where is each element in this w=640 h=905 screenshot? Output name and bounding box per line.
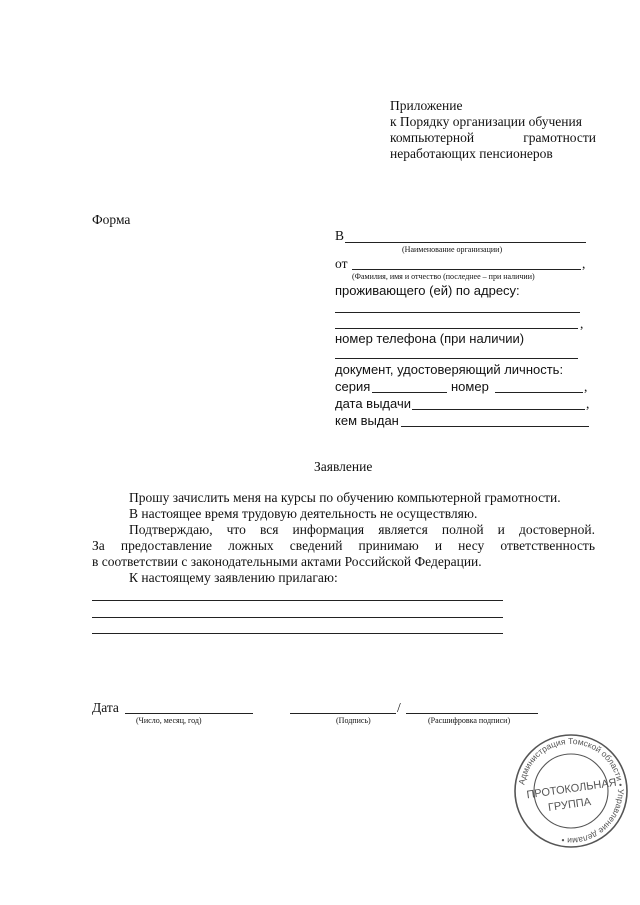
issued-by-label: кем выдан [335, 413, 399, 428]
stamp-seal [512, 732, 630, 850]
phone-label: номер телефона (при наличии) [335, 331, 525, 346]
attachment-line-2[interactable] [92, 617, 503, 618]
id-document-label: документ, удостоверяющий личность: [335, 362, 564, 377]
issue-date-field-line[interactable] [412, 409, 585, 410]
stamp-center-line-1: ПРОТОКОЛЬНАЯ [525, 776, 618, 802]
appendix-line: неработающих пенсионеров [390, 146, 553, 161]
decoding-caption: (Расшифровка подписи) [428, 716, 511, 725]
signature-field-line[interactable] [290, 713, 396, 714]
comma: , [582, 256, 586, 271]
address-label: проживающего (ей) по адресу: [335, 283, 520, 298]
attachment-line-1[interactable] [92, 600, 503, 601]
fio-caption: (Фамилия, имя и отчество (последнее – при наличии) [352, 272, 535, 281]
stamp-center-line-2: ГРУППА [547, 796, 592, 814]
comma: , [580, 316, 584, 331]
attachment-line-3[interactable] [92, 633, 503, 634]
comma: , [586, 396, 590, 411]
document-title: Заявление [314, 459, 373, 474]
to-prefix: В [335, 228, 345, 243]
date-caption: (Число, месяц, год) [136, 716, 202, 725]
signature-separator: / [397, 700, 401, 715]
issued-by-field-line[interactable] [401, 426, 589, 427]
paragraph-confirm: Подтверждаю, что вся информация является полной и достоверной. [129, 522, 595, 537]
series-field-line[interactable] [372, 392, 447, 393]
paragraph-employment: В настоящее время трудовую деятельность не осуществляю. [129, 506, 478, 521]
number-label: номер [451, 379, 489, 394]
series-label: серия [335, 379, 371, 394]
phone-field-line[interactable] [335, 358, 578, 359]
stamp-outer-text: Администрация Томской области • Управление делами • [516, 735, 627, 847]
paragraph-attachments: К настоящему заявлению прилагаю: [129, 570, 338, 585]
organization-caption: (Наименование организации) [402, 245, 503, 254]
number-field-line[interactable] [495, 392, 583, 393]
form-label: Форма [92, 212, 131, 227]
from-prefix: от [335, 256, 348, 271]
appendix-block [390, 98, 596, 162]
appendix-title: Приложение [390, 98, 463, 113]
issue-date-label: дата выдачи [335, 396, 411, 411]
address-field-line-1[interactable] [335, 312, 580, 313]
fio-field-line[interactable] [352, 269, 581, 270]
organization-field-line[interactable] [345, 242, 586, 243]
paragraph-enroll: Прошу зачислить меня на курсы по обучению компьютерной грамотности. [129, 490, 561, 505]
appendix-line: к Порядку организации обучения [390, 114, 582, 129]
signature-decoding-field-line[interactable] [406, 713, 538, 714]
appendix-line: компьютерной грамотности [390, 130, 596, 145]
statement-body [92, 490, 595, 586]
date-field-line[interactable] [125, 713, 253, 714]
signature-caption: (Подпись) [336, 716, 371, 725]
paragraph-confirm: За предоставление ложных сведений принимаю и несу ответственность [92, 538, 595, 553]
comma: , [584, 379, 588, 394]
date-label: Дата [92, 700, 119, 715]
paragraph-confirm: в соответствии с законодательными актами Российской Федерации. [92, 554, 482, 569]
address-field-line-2[interactable] [335, 328, 578, 329]
